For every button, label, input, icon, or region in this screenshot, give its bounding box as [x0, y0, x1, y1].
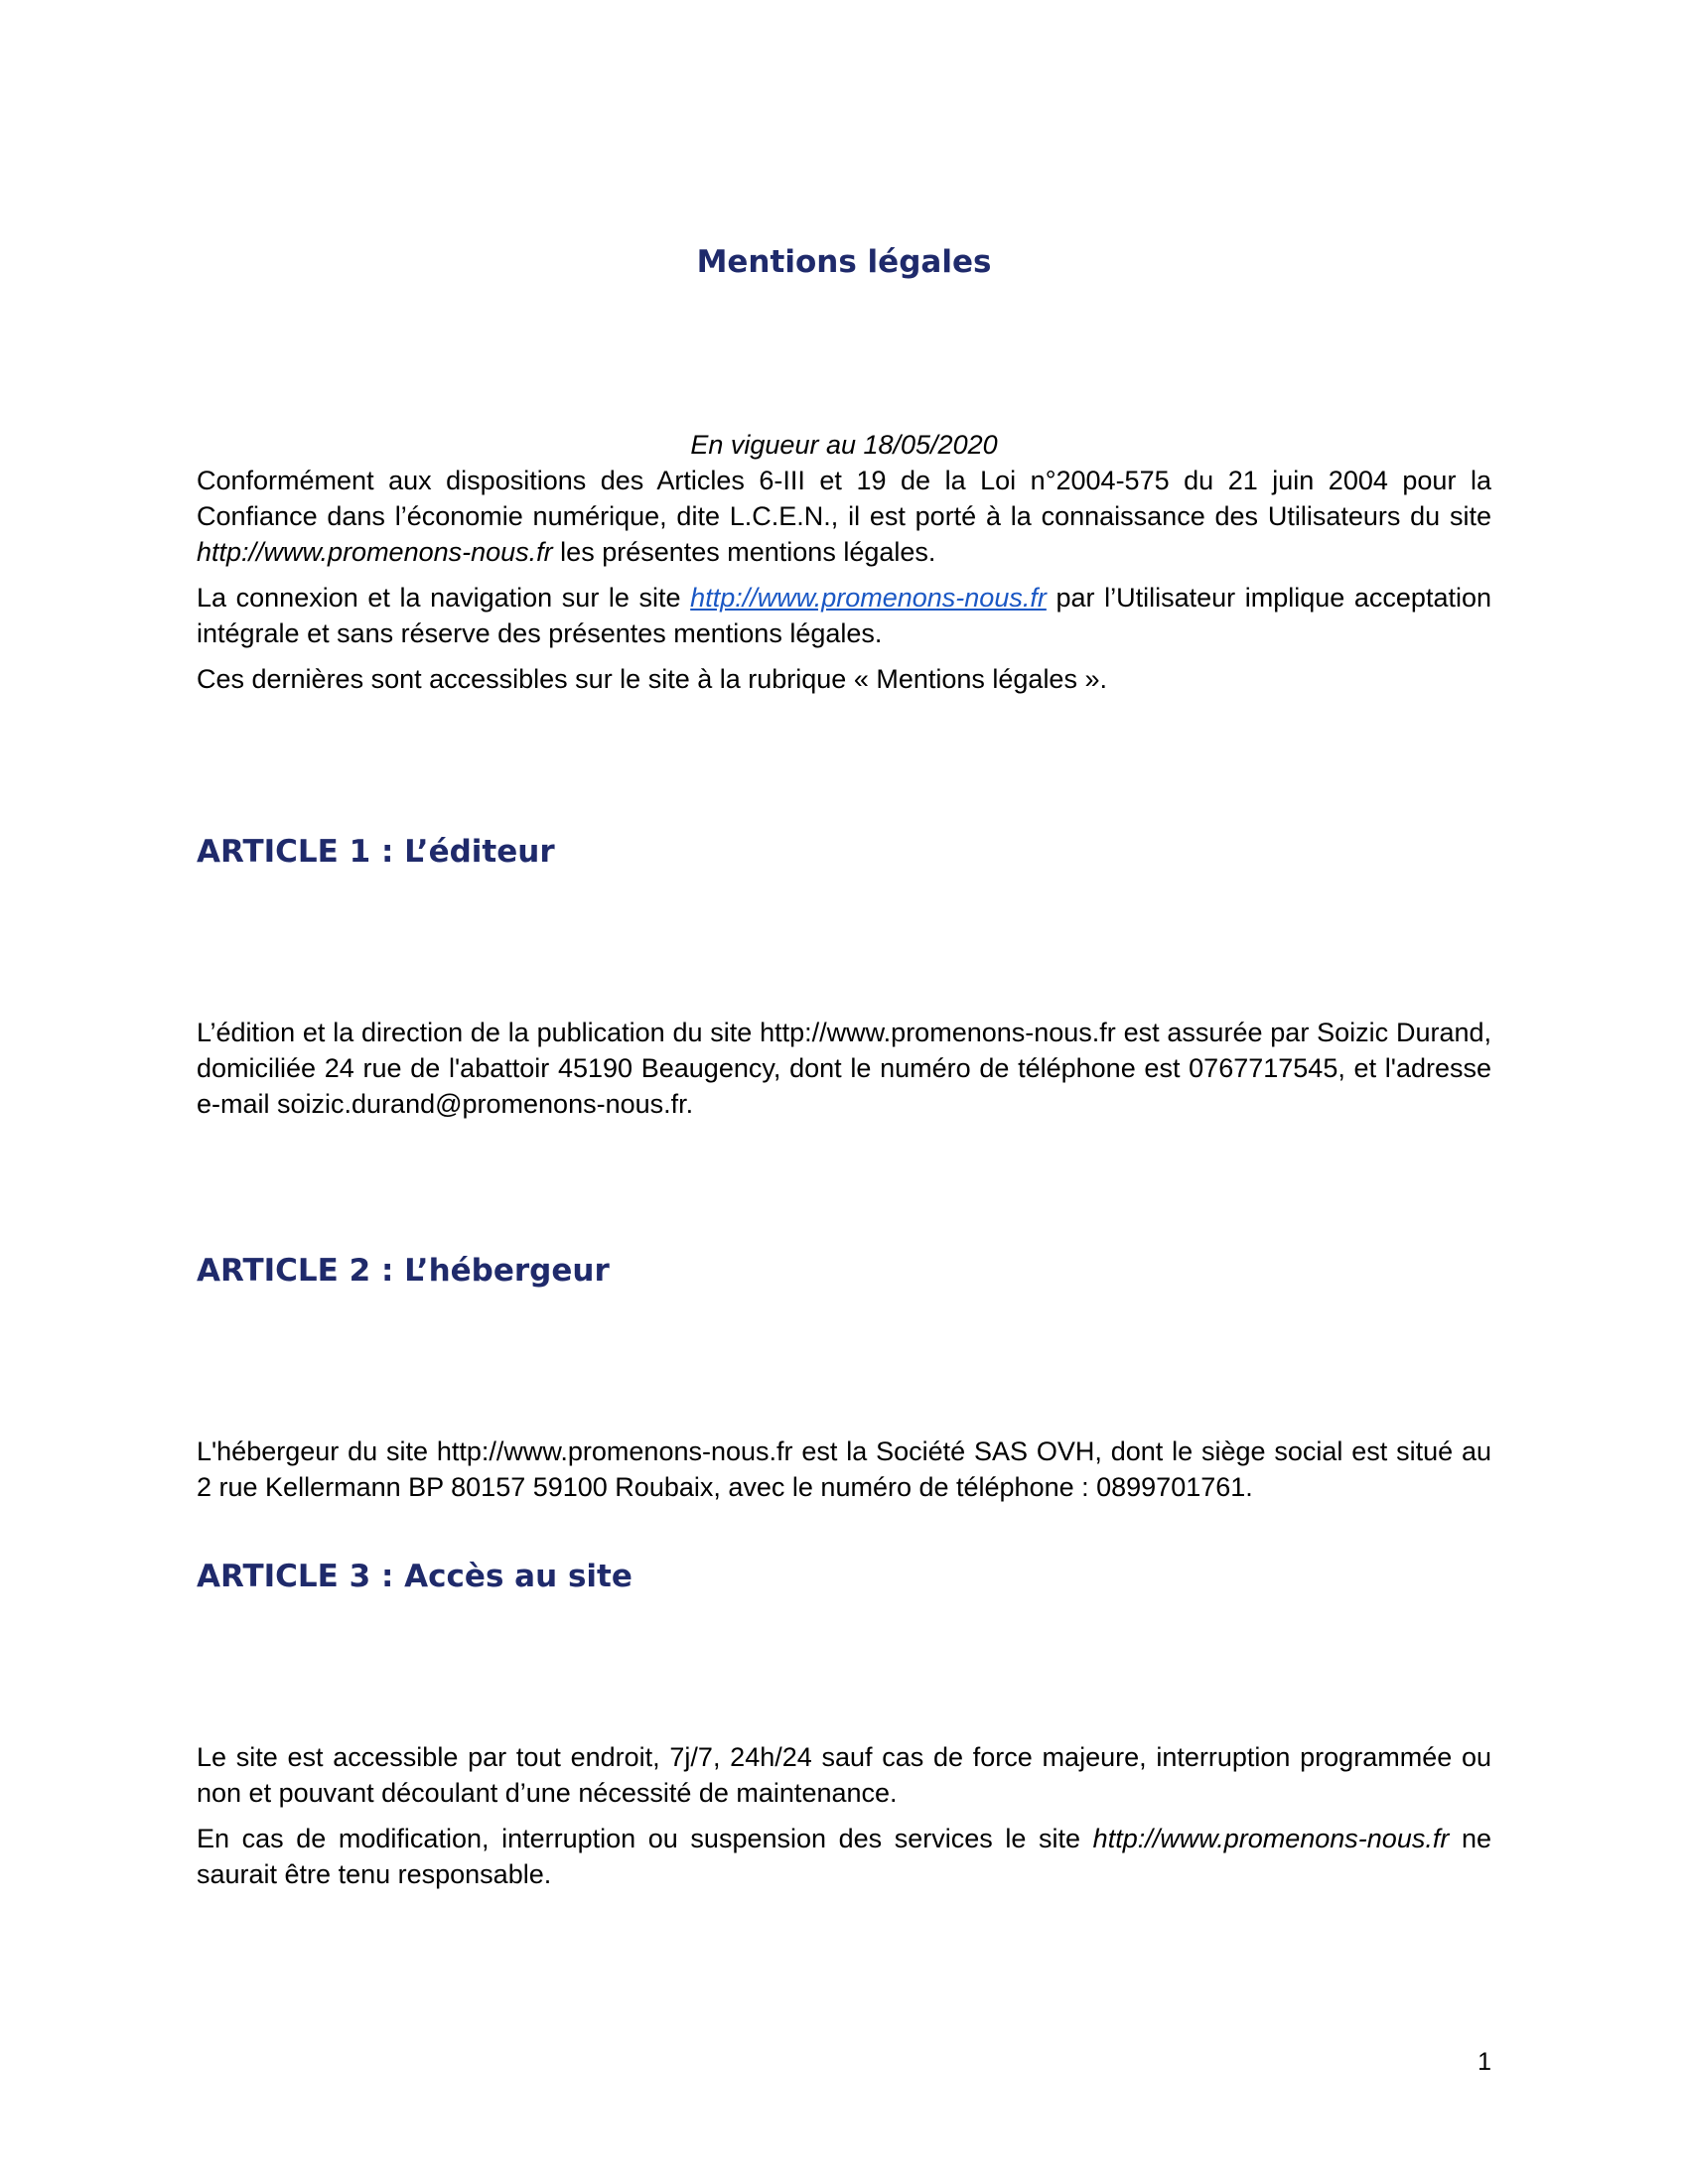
page-number: 1: [1477, 2048, 1491, 2076]
article-3-section: [197, 1739, 1491, 1892]
intro-paragraph-1: [197, 463, 1491, 570]
site-link[interactable]: http://www.promenons-nous.fr: [690, 583, 1047, 613]
article-3-heading: ARTICLE 3 : Accès au site: [197, 1559, 633, 1594]
article-1-paragraph: L’édition et la direction de la publication du site http://www.promenons-nous.fr est assurée par Soizic Durand, domiciliée 24 rue de l'abattoir 45190 Beaugency, dont le numéro de téléphone est 0767717545, et l'adresse e-mail soizic.durand@promenons-nous.fr.: [197, 1018, 1491, 1119]
intro-section: [197, 427, 1491, 697]
article-1-heading: ARTICLE 1 : L’éditeur: [197, 834, 555, 870]
intro-p1-text: Conformément aux dispositions des Articles 6-III et 19 de la Loi n°2004-575 du 21 juin 2004 pour la Confiance dans l’économie numérique, dite L.C.E.N., il est porté à la connaissance des Utilisateurs du site: [197, 466, 1491, 531]
intro-p2-text-end: par l’Utilisateur implique acceptation intégrale et sans réserve des présentes mentions légales.: [197, 583, 1491, 648]
intro-paragraph-2: [197, 580, 1491, 651]
article-3-paragraph-2: [197, 1821, 1491, 1892]
page-title: Mentions légales: [696, 244, 992, 280]
article-2-paragraph: L'hébergeur du site http://www.promenons-nous.fr est la Société SAS OVH, dont le siège social est situé au 2 rue Kellermann BP 80157 59100 Roubaix, avec le numéro de téléphone : 0899701761.: [197, 1436, 1491, 1502]
article-3-p2-text-end: ne saurait être tenu responsable.: [197, 1824, 1491, 1889]
article-3-paragraph-1: Le site est accessible par tout endroit, 7j/7, 24h/24 sauf cas de force majeure, interruption programmée ou non et pouvant découlant d’une nécessité de maintenance.: [197, 1742, 1491, 1808]
article-2-heading: ARTICLE 2 : L’hébergeur: [197, 1253, 610, 1289]
article-2-section: [197, 1433, 1491, 1505]
effective-date: En vigueur au 18/05/2020: [690, 430, 998, 460]
intro-p2-text: La connexion et la navigation sur le site: [197, 583, 691, 613]
intro-p1-url: http://www.promenons-nous.fr: [197, 537, 553, 567]
article-1-section: [197, 1015, 1491, 1122]
intro-p1-text-end: les présentes mentions légales.: [552, 537, 936, 567]
article-3-p2-text: En cas de modification, interruption ou suspension des services le site: [197, 1824, 1093, 1853]
article-3-p2-url: http://www.promenons-nous.fr: [1092, 1824, 1450, 1853]
intro-paragraph-3: Ces dernières sont accessibles sur le site à la rubrique « Mentions légales ».: [197, 664, 1107, 694]
